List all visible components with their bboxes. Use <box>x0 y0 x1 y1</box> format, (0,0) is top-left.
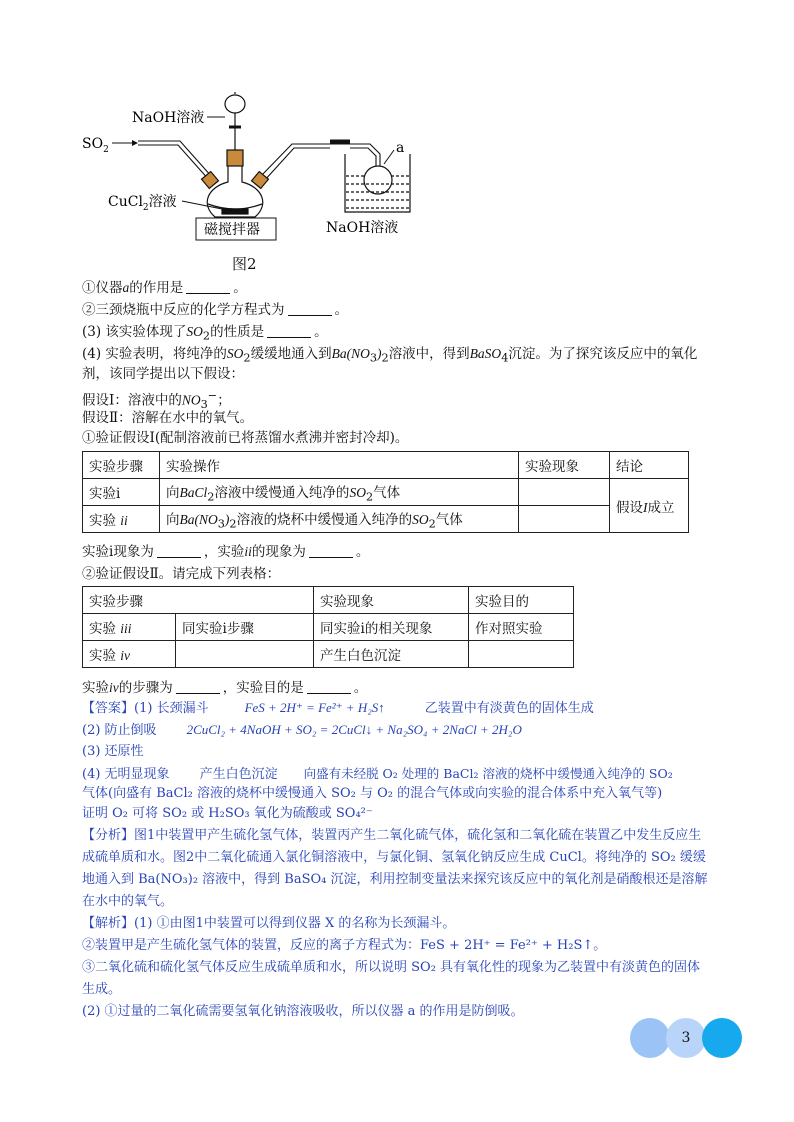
t1-h1: 实验步骤 <box>83 452 160 479</box>
a-pointer <box>384 150 394 164</box>
t1-h4: 结论 <box>610 452 689 479</box>
t2-r2-step: 实验 iv <box>83 641 176 668</box>
t1-r1-step: 实验ⅰ <box>83 479 160 506</box>
answer-line-4: (4) 无明显现象 产生白色沉淀 向盛有未经脱 O₂ 处理的 BaCl₂ 溶液的烧杯中缓慢通入纯净的 SO₂ <box>82 766 673 782</box>
cucl2-pointer <box>182 201 222 209</box>
dropping-funnel <box>225 92 245 150</box>
t2-r2-op <box>176 641 314 668</box>
stirrer-label: 磁搅拌器 <box>204 222 260 238</box>
t2-r2-phen: 产生白色沉淀 <box>314 641 469 668</box>
t1-r2-op: 向$Ba(NO_3)_2$溶液的烧杯中缓慢通入纯净的$SO_2$气体 <box>160 506 519 533</box>
t1-r2-phen <box>519 506 610 533</box>
analysis-line-1: 【分析】图1中装置甲产生硫化氢气体，装置丙产生二氧化硫气体，硫化氢和二氧化硫在装置乙中发生反应生 <box>82 828 702 843</box>
analysis-line-4: 在水中的氧气。 <box>82 894 174 909</box>
verify-2: ②验证假设Ⅱ。请完成下列表格： <box>82 566 281 582</box>
question-4-line2: 剂，该同学提出以下假设： <box>82 366 244 382</box>
question-4: (4) 实验表明，将纯净的$SO_2$缓缓地通入到$Ba(NO_3)_2$溶液中，得到BaSO$_4$沉淀。为了探究该反应中的氧化 <box>82 346 698 365</box>
t2-h3: 实验目的 <box>469 587 574 614</box>
analysis-line-2: 成硫单质和水。图2中二氧化硫通入氯化铜溶液中，与氯化铜、氢氧化钠反应生成 CuCl。将纯净的 SO₂ 缓缓 <box>82 850 706 865</box>
t2-h1: 实验步骤 <box>83 587 314 614</box>
hypothesis-1: 假设Ⅰ：溶液中的$NO_3^-$； <box>82 389 231 412</box>
analysis-line-3: 地通入到 Ba(NO₃)₂ 溶液中，得到 BaSO₄ 沉淀，利用控制变量法来探究该反应中的氧化剂是硝酸根还是溶解 <box>82 872 708 887</box>
t1-h2: 实验操作 <box>160 452 519 479</box>
explain-line-3: ③二氧化硫和硫化氢气体反应生成硫单质和水，所以说明 SO₂ 具有氧化性的现象为乙装置中有淡黄色的固体 <box>82 960 701 975</box>
question-3: (3) 该实验体现了$SO_2$的性质是 。 <box>82 324 328 343</box>
answer-line-3: (3) 还原性 <box>82 744 144 759</box>
page-circle-3 <box>702 1018 742 1058</box>
explain-line-2: ②装置甲是产生硫化氢气体的装置，反应的离子方程式为：FeS + 2H⁺ = Fe²⁺ + H₂S↑。 <box>82 938 607 953</box>
t2-r1-step: 实验 iii <box>83 614 176 641</box>
answer-line-6: 证明 O₂ 可将 SO₂ 或 H₂SO₃ 氧化为硫酸或 SO₄²⁻ <box>82 806 373 821</box>
question-1: ①仪器a的作用是 。 <box>82 280 247 296</box>
t1-r2-step: 实验 ii <box>83 506 160 533</box>
page-number: 3 <box>666 1018 706 1058</box>
t2-r1-aim: 作对照实验 <box>469 614 574 641</box>
after-table-1: 实验ⅰ现象为 ，实验ii的现象为 。 <box>82 544 370 560</box>
answer-line-5: 气体(向盛有 BaCl₂ 溶液的烧杯中缓慢通入 SO₂ 与 O₂ 的混合气体或向实验的混合体系中充入氧气等) <box>82 786 663 801</box>
explain-line-4: 生成。 <box>82 982 122 997</box>
hypothesis-2: 假设Ⅱ：溶解在水中的氧气。 <box>82 410 254 426</box>
explain-line-1: 【解析】(1) ①由图1中装置可以得到仪器 X 的名称为长颈漏斗。 <box>82 916 456 931</box>
answer-line-2: (2) 防止倒吸 2CuCl₂ + 4NaOH + SO₂ = 2CuCl↓ + Na₂SO₄ + 2NaCl + 2H₂O <box>82 722 522 738</box>
so2-label: $SO_2$ <box>82 136 109 155</box>
t1-conclusion: 假设I成立 <box>610 479 689 533</box>
page-circle-1 <box>630 1018 670 1058</box>
cucl2-label: CuCl$_2$溶液 <box>108 194 177 213</box>
naoh-top-label: NaOH溶液 <box>132 110 205 126</box>
t2-r1-op: 同实验ⅰ步骤 <box>176 614 314 641</box>
answer-line-1: 【答案】(1) 长颈漏斗 FeS + 2H⁺ = Fe²⁺ + H₂S↑ 乙装置中有淡黄色的固体生成 <box>82 700 594 716</box>
label-a: a <box>396 140 405 156</box>
naoh-right-label: NaOH溶液 <box>326 220 399 236</box>
so2-arrowhead <box>132 140 138 146</box>
beaker <box>345 154 410 212</box>
after-table-2: 实验iv的步骤为 ，实验目的是 。 <box>82 680 368 696</box>
explain-line-5: (2) ①过量的二氧化硫需要氢氧化钠溶液吸收，所以仪器 a 的作用是防倒吸。 <box>82 1004 524 1019</box>
t2-r2-aim <box>469 641 574 668</box>
question-2: ②三颈烧瓶中反应的化学方程式为 。 <box>82 302 348 318</box>
table-1 <box>82 451 689 533</box>
table-2 <box>82 586 574 668</box>
t1-r1-op: 向BaCl$_2$溶液中缓慢通入纯净的$SO_2$气体 <box>160 479 519 506</box>
t1-h3: 实验现象 <box>519 452 610 479</box>
t2-h2: 实验现象 <box>314 587 469 614</box>
t2-r1-phen: 同实验ⅰ的相关现象 <box>314 614 469 641</box>
verify-1: ①验证假设Ⅰ(配制溶液前已将蒸馏水煮沸并密封冷却)。 <box>82 430 409 446</box>
figure-caption: 图2 <box>232 255 257 273</box>
apparatus-diagram <box>80 92 440 272</box>
t1-r1-phen <box>519 479 610 506</box>
